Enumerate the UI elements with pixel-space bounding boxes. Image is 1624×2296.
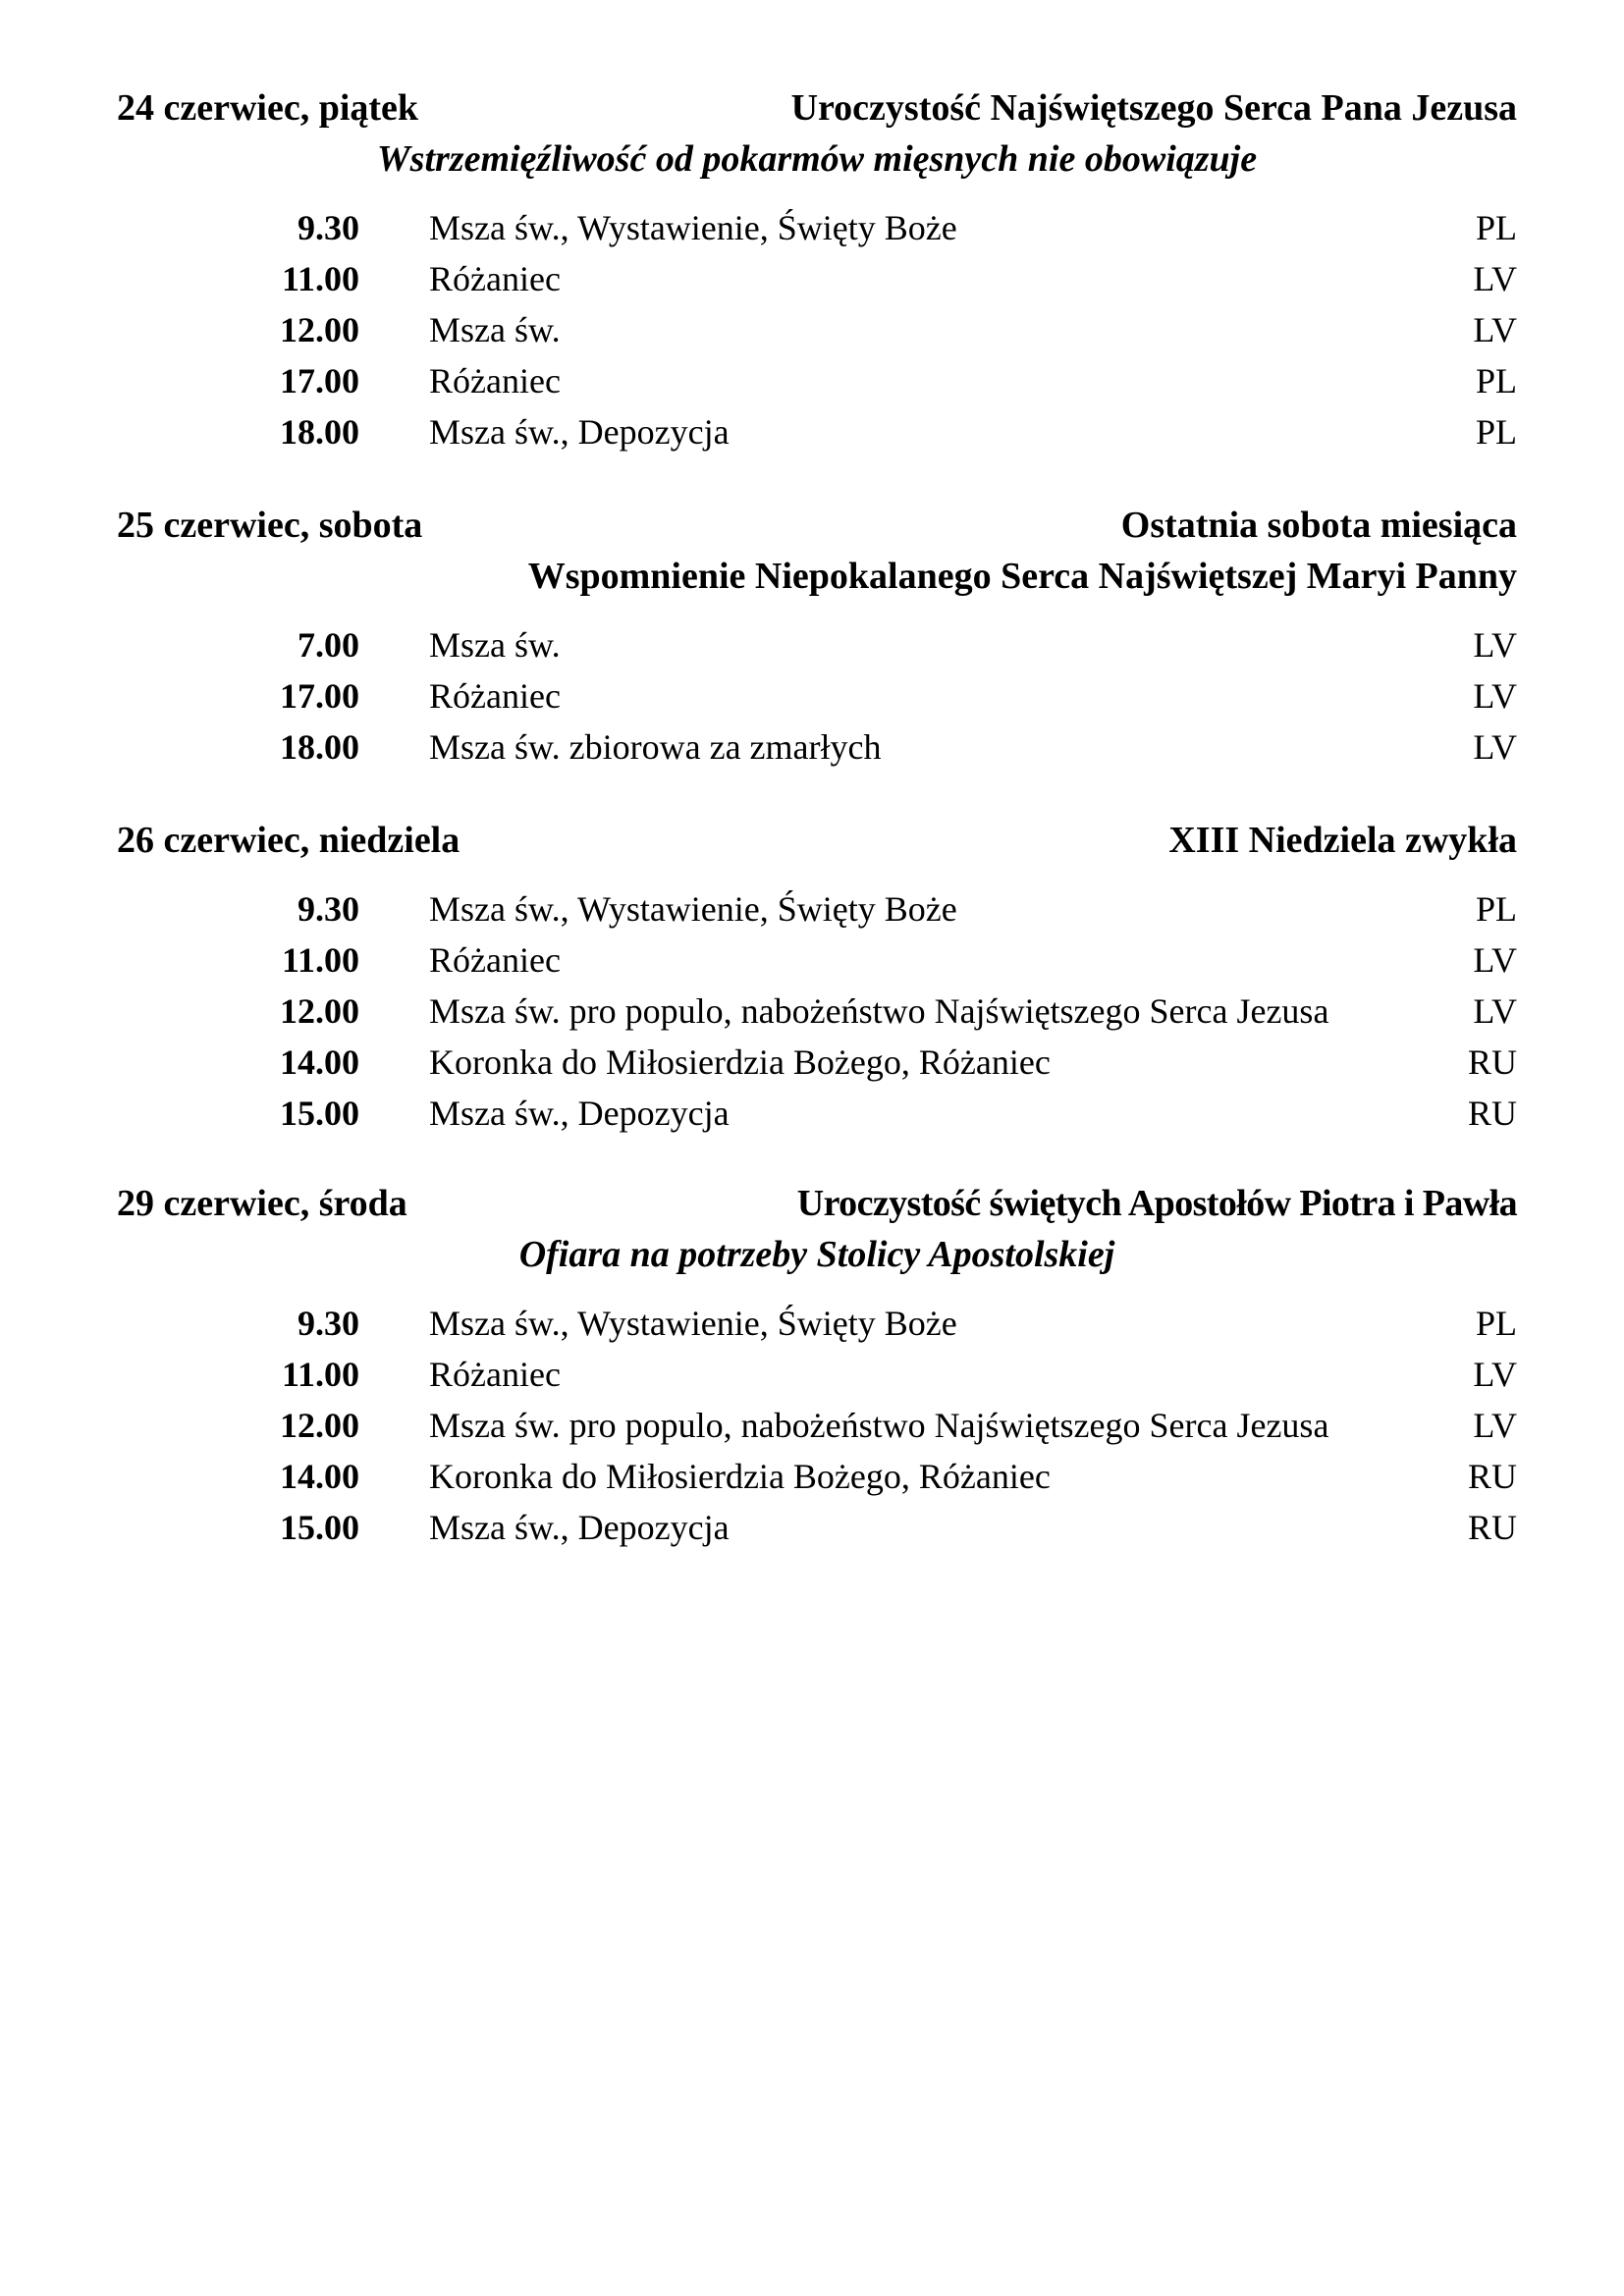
schedule-language: RU xyxy=(1467,1094,1517,1133)
day-feast: Ostatnia sobota miesiąca xyxy=(1120,505,1517,546)
day-header xyxy=(117,1178,1517,1229)
schedule-time: 17.00 xyxy=(280,676,359,716)
schedule-time: 11.00 xyxy=(281,1355,359,1394)
schedule-time: 12.00 xyxy=(280,1406,359,1445)
schedule-row xyxy=(117,934,1517,986)
day-section xyxy=(117,815,1517,1139)
schedule-row xyxy=(117,1349,1517,1400)
schedule-language: LV xyxy=(1473,310,1517,349)
schedule-time: 18.00 xyxy=(280,727,359,767)
schedule-time: 15.00 xyxy=(280,1094,359,1133)
schedule-language: PL xyxy=(1475,412,1517,452)
schedule-time: 9.30 xyxy=(298,1304,359,1343)
schedule-time: 12.00 xyxy=(280,991,359,1031)
schedule-time: 12.00 xyxy=(280,310,359,349)
schedule-language: PL xyxy=(1475,1304,1517,1343)
schedule-language: LV xyxy=(1473,1355,1517,1394)
schedule-description: Msza św. pro populo, nabożeństwo Najświętszego Serca Jezusa xyxy=(429,1406,1329,1445)
schedule-row xyxy=(117,1037,1517,1088)
schedule-description: Msza św. zbiorowa za zmarłych xyxy=(429,727,882,767)
schedule-row xyxy=(117,202,1517,253)
day-feast: Uroczystość Najświętszego Serca Pana Jezusa xyxy=(790,87,1517,129)
schedule-description: Msza św. xyxy=(429,625,561,665)
schedule-description: Różaniec xyxy=(429,676,561,716)
schedule-row xyxy=(117,355,1517,406)
schedule-time: 14.00 xyxy=(280,1042,359,1082)
schedule-language: LV xyxy=(1473,676,1517,716)
schedule-language: LV xyxy=(1473,625,1517,665)
schedule-time: 18.00 xyxy=(280,412,359,452)
schedule-row xyxy=(117,670,1517,721)
schedule-list xyxy=(117,202,1517,457)
schedule-list xyxy=(117,883,1517,1139)
schedule-row xyxy=(117,721,1517,773)
schedule-time: 14.00 xyxy=(280,1457,359,1496)
schedule-description: Msza św., Wystawienie, Święty Boże xyxy=(429,889,957,929)
schedule-row xyxy=(117,1400,1517,1451)
schedule-language: RU xyxy=(1467,1508,1517,1547)
schedule-row xyxy=(117,1298,1517,1349)
schedule-list xyxy=(117,619,1517,773)
day-date: 29 czerwiec, środa xyxy=(117,1183,407,1224)
day-section xyxy=(117,82,1517,457)
schedule-row xyxy=(117,1088,1517,1139)
day-header xyxy=(117,500,1517,551)
schedule-description: Różaniec xyxy=(429,940,561,980)
schedule-description: Msza św., Wystawienie, Święty Boże xyxy=(429,208,957,247)
schedule-description: Msza św., Depozycja xyxy=(429,412,730,452)
schedule-row xyxy=(117,406,1517,457)
schedule-language: LV xyxy=(1473,727,1517,767)
day-subtitle: Wstrzemięźliwość od pokarmów mięsnych nie obowiązuje xyxy=(376,138,1258,180)
schedule-language: PL xyxy=(1475,361,1517,400)
schedule-row xyxy=(117,619,1517,670)
schedule-language: RU xyxy=(1467,1042,1517,1082)
schedule-description: Msza św. pro populo, nabożeństwo Najświętszego Serca Jezusa xyxy=(429,991,1329,1031)
day-subtitle: Wspomnienie Niepokalanego Serca Najświętszej Maryi Panny xyxy=(527,556,1517,597)
schedule-list xyxy=(117,1298,1517,1553)
schedule-row xyxy=(117,986,1517,1037)
schedule-description: Różaniec xyxy=(429,259,561,298)
schedule-language: PL xyxy=(1475,208,1517,247)
schedule-description: Msza św., Depozycja xyxy=(429,1094,730,1133)
schedule-time: 11.00 xyxy=(281,259,359,298)
schedule-description: Msza św., Wystawienie, Święty Boże xyxy=(429,1304,957,1343)
schedule-time: 11.00 xyxy=(281,940,359,980)
schedule-row xyxy=(117,1451,1517,1502)
schedule-time: 7.00 xyxy=(298,625,359,665)
day-section xyxy=(117,500,1517,773)
schedule-description: Msza św., Depozycja xyxy=(429,1508,730,1547)
day-header xyxy=(117,815,1517,866)
schedule-row xyxy=(117,883,1517,934)
schedule-description: Różaniec xyxy=(429,1355,561,1394)
schedule-time: 17.00 xyxy=(280,361,359,400)
day-feast: Uroczystość świętych Apostołów Piotra i Pawła xyxy=(796,1183,1517,1224)
schedule-time: 9.30 xyxy=(298,208,359,247)
schedule-description: Msza św. xyxy=(429,310,561,349)
day-date: 26 czerwiec, niedziela xyxy=(117,820,460,861)
schedule-row xyxy=(117,304,1517,355)
schedule-row xyxy=(117,1502,1517,1553)
schedule-language: RU xyxy=(1467,1457,1517,1496)
schedule-language: LV xyxy=(1473,1406,1517,1445)
schedule-language: PL xyxy=(1475,889,1517,929)
day-date: 24 czerwiec, piątek xyxy=(117,87,419,129)
schedule-language: LV xyxy=(1473,991,1517,1031)
schedule-language: LV xyxy=(1473,940,1517,980)
schedule-description: Koronka do Miłosierdzia Bożego, Różaniec xyxy=(429,1457,1051,1496)
day-feast: XIII Niedziela zwykła xyxy=(1168,820,1517,861)
day-header xyxy=(117,82,1517,133)
schedule-row xyxy=(117,253,1517,304)
day-section xyxy=(117,1178,1517,1553)
day-subtitle: Ofiara na potrzeby Stolicy Apostolskiej xyxy=(518,1234,1115,1275)
schedule-description: Różaniec xyxy=(429,361,561,400)
schedule-description: Koronka do Miłosierdzia Bożego, Różaniec xyxy=(429,1042,1051,1082)
schedule-time: 9.30 xyxy=(298,889,359,929)
schedule-time: 15.00 xyxy=(280,1508,359,1547)
day-date: 25 czerwiec, sobota xyxy=(117,505,423,546)
schedule-language: LV xyxy=(1473,259,1517,298)
